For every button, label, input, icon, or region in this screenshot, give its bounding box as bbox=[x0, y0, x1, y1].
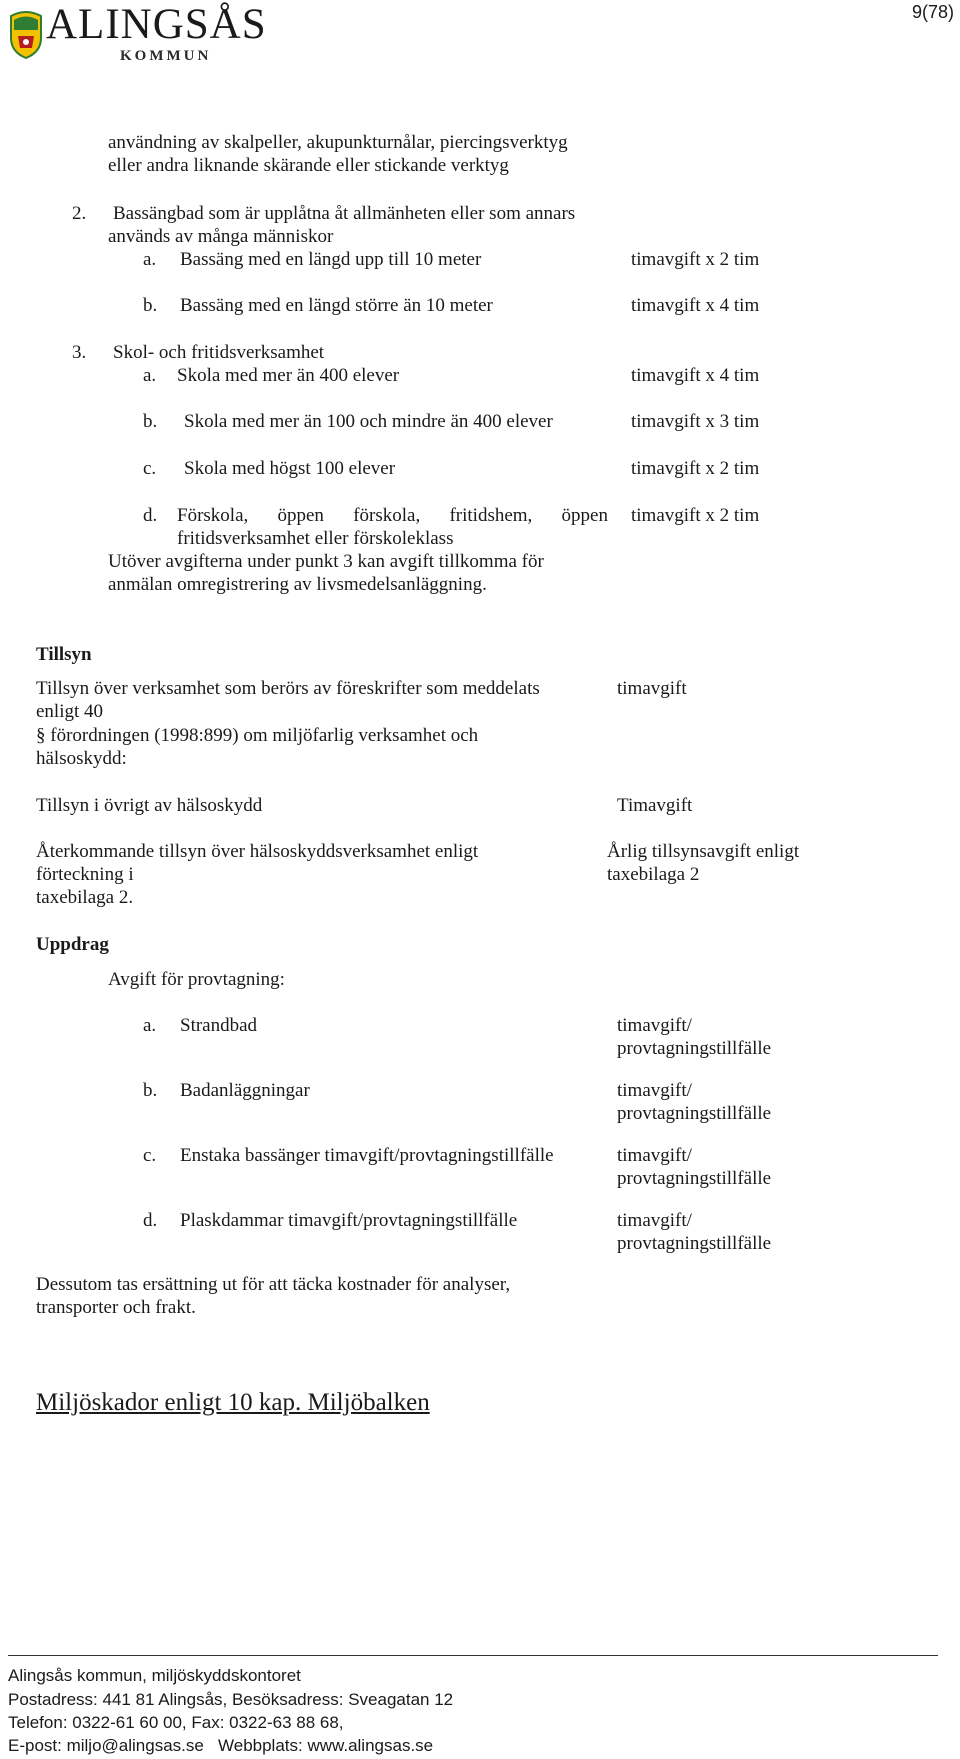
row-letter: d. bbox=[143, 505, 158, 526]
footer-line-3: Telefon: 0322-61 60 00, Fax: 0322-63 88 68, bbox=[8, 1713, 344, 1732]
tillsyn-text: enligt 40 bbox=[36, 701, 104, 722]
tillsyn-text: § förordningen (1998:899) om miljöfarlig verksamhet och bbox=[36, 725, 479, 746]
tillsyn-fee: taxebilaga 2 bbox=[607, 864, 700, 885]
item-number: 2. bbox=[72, 203, 87, 224]
row-fee: timavgift x 2 tim bbox=[631, 505, 760, 526]
footer-line-1: Alingsås kommun, miljöskyddskontoret bbox=[8, 1666, 301, 1685]
uppdrag-note-1: Dessutom tas ersättning ut för att täcka kostnader för analyser, bbox=[36, 1274, 511, 1295]
item-title: Skol- och fritidsverksamhet bbox=[113, 342, 325, 363]
row-fee: timavgift/ bbox=[617, 1080, 692, 1101]
footer-line-2: Postadress: 441 81 Alingsås, Besöksadress: Sveagatan 12 bbox=[8, 1690, 454, 1709]
row-letter: c. bbox=[143, 458, 157, 479]
row-text: Förskola, öppen förskola, fritidshem, öppen bbox=[177, 505, 608, 526]
row-letter: b. bbox=[143, 1080, 158, 1101]
row-text: Skola med mer än 400 elever bbox=[177, 365, 400, 386]
item-title: Bassängbad som är upplåtna åt allmänheten eller som annars bbox=[113, 203, 576, 224]
row-text-cont: fritidsverksamhet eller förskoleklass bbox=[177, 528, 454, 549]
tillsyn-text: Återkommande tillsyn över hälsoskyddsverksamhet enligt bbox=[36, 841, 479, 862]
footer-line-4: E-post: miljo@alingsas.se Webbplats: www.alingsas.se bbox=[8, 1736, 434, 1755]
row-letter: a. bbox=[143, 249, 157, 270]
note-line-1: Utöver avgifterna under punkt 3 kan avgift tillkomma för bbox=[108, 551, 544, 572]
row-fee: provtagningstillfälle bbox=[617, 1103, 772, 1124]
row-text: Bassäng med en längd större än 10 meter bbox=[180, 295, 493, 316]
row-text: Bassäng med en längd upp till 10 meter bbox=[180, 249, 482, 270]
row-fee: timavgift x 2 tim bbox=[631, 249, 760, 270]
municipality-logo bbox=[8, 1, 278, 66]
footer-divider bbox=[8, 1655, 938, 1656]
row-letter: c. bbox=[143, 1145, 157, 1166]
section-heading-uppdrag: Uppdrag bbox=[36, 934, 109, 955]
row-fee: timavgift/ bbox=[617, 1210, 692, 1231]
section-heading-tillsyn: Tillsyn bbox=[36, 644, 92, 665]
tillsyn-fee: Timavgift bbox=[617, 795, 693, 816]
uppdrag-note-2: transporter och frakt. bbox=[36, 1297, 196, 1318]
tillsyn-text: förteckning i bbox=[36, 864, 134, 885]
tillsyn-text: Tillsyn över verksamhet som berörs av föreskrifter som meddelats bbox=[36, 678, 540, 699]
row-fee: timavgift x 2 tim bbox=[631, 458, 760, 479]
row-text: Plaskdammar timavgift/provtagningstillfälle bbox=[180, 1210, 518, 1231]
section-heading-miljoskador[interactable]: Miljöskador enligt 10 kap. Miljöbalken bbox=[36, 1389, 430, 1416]
logo-wordmark: ALINGSÅS bbox=[46, 1, 267, 48]
tillsyn-text: hälsoskydd: bbox=[36, 748, 127, 769]
row-letter: b. bbox=[143, 295, 158, 316]
item-number: 3. bbox=[72, 342, 87, 363]
row-fee: timavgift x 4 tim bbox=[631, 295, 760, 316]
item-title-cont: används av många människor bbox=[108, 226, 334, 247]
note-line-2: anmälan omregistrering av livsmedelsanläggning. bbox=[108, 574, 487, 595]
row-letter: d. bbox=[143, 1210, 158, 1231]
tillsyn-text: Tillsyn i övrigt av hälsoskydd bbox=[36, 795, 263, 816]
logo-subtitle: KOMMUN bbox=[120, 48, 212, 64]
tillsyn-fee: timavgift bbox=[617, 678, 687, 699]
row-text: Badanläggningar bbox=[180, 1080, 310, 1101]
row-text: Enstaka bassänger timavgift/provtagningstillfälle bbox=[180, 1145, 554, 1166]
page-number: 9(78) bbox=[911, 2, 954, 22]
row-fee: timavgift x 4 tim bbox=[631, 365, 760, 386]
row-letter: a. bbox=[143, 1015, 157, 1036]
row-fee: timavgift x 3 tim bbox=[631, 411, 760, 432]
row-text: Strandbad bbox=[180, 1015, 258, 1036]
row-fee: provtagningstillfälle bbox=[617, 1038, 772, 1059]
row-text: Skola med högst 100 elever bbox=[184, 458, 396, 479]
tillsyn-text: taxebilaga 2. bbox=[36, 887, 134, 908]
intro-line-2: eller andra liknande skärande eller stickande verktyg bbox=[108, 155, 509, 176]
intro-line-1: användning av skalpeller, akupunkturnålar, piercingsverktyg bbox=[108, 132, 568, 153]
uppdrag-intro: Avgift för provtagning: bbox=[108, 969, 285, 990]
row-fee: timavgift/ bbox=[617, 1015, 692, 1036]
row-letter: b. bbox=[143, 411, 158, 432]
row-fee: timavgift/ bbox=[617, 1145, 692, 1166]
row-letter: a. bbox=[143, 365, 157, 386]
row-fee: provtagningstillfälle bbox=[617, 1233, 772, 1254]
tillsyn-fee: Årlig tillsynsavgift enligt bbox=[607, 841, 800, 862]
row-fee: provtagningstillfälle bbox=[617, 1168, 772, 1189]
row-text: Skola med mer än 100 och mindre än 400 elever bbox=[184, 411, 553, 432]
coat-of-arms-icon bbox=[8, 8, 44, 60]
